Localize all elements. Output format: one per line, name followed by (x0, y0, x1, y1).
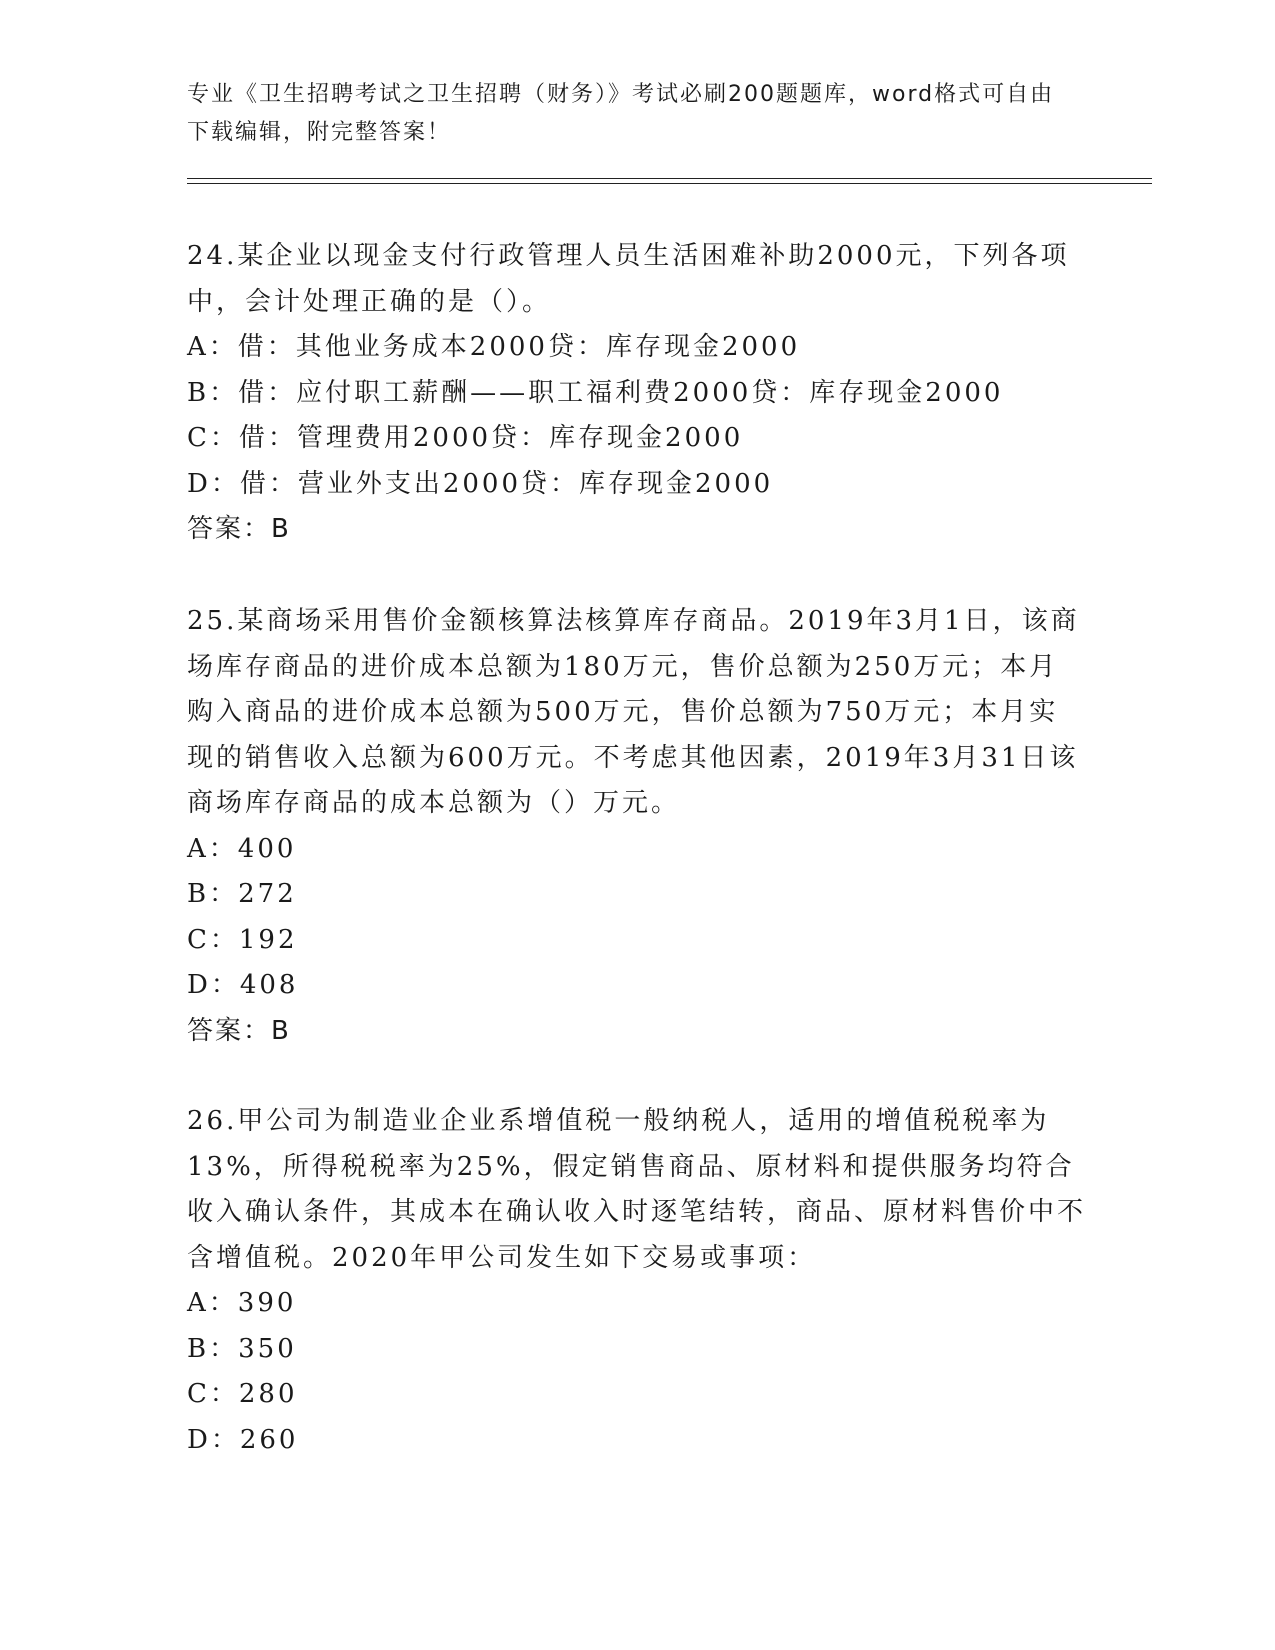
question-text: 24.某企业以现金支付行政管理人员生活困难补助2000元，下列各项中，会计处理正确的是（）。 (187, 241, 1070, 317)
option-b: B：借：应付职工薪酬——职工福利费2000贷：库存现金2000 (187, 377, 1004, 408)
option-list (187, 325, 1087, 507)
document-header: 专业《卫生招聘考试之卫生招聘（财务）》考试必刷200题题库，word格式可自由下载编辑，附完整答案！ (187, 82, 1055, 145)
option-d: D：260 (187, 1424, 299, 1455)
answer: 答案：B (187, 514, 291, 544)
option-c: C：280 (187, 1379, 298, 1409)
option-a: A：400 (187, 833, 297, 864)
header-rule-bottom (187, 183, 1152, 184)
option-c: C：借：管理费用2000贷：库存现金2000 (187, 423, 744, 453)
question-26 (187, 1099, 1087, 1463)
option-list (187, 1281, 1087, 1463)
option-d: D：借：营业外支出2000贷：库存现金2000 (187, 468, 774, 499)
option-b: B：272 (187, 879, 297, 909)
option-a: A：借：其他业务成本2000贷：库存现金2000 (187, 332, 801, 362)
question-24 (187, 234, 1087, 553)
option-a: A：390 (187, 1288, 297, 1318)
question-25 (187, 599, 1087, 1054)
header-rule-top (187, 178, 1152, 179)
option-list (187, 827, 1087, 1009)
question-text: 26.甲公司为制造业企业系增值税一般纳税人，适用的增值税税率为13%，所得税税率为25%，假定销售商品、原材料和提供服务均符合收入确认条件，其成本在确认收入时逐笔结转，商品、原材料售价中不含增值税。2020年甲公司发生如下交易或事项： (187, 1106, 1087, 1273)
option-d: D：408 (187, 970, 299, 1000)
question-text: 25.某商场采用售价金额核算法核算库存商品。2019年3月1日，该商场库存商品的进价成本总额为180万元，售价总额为250万元；本月购入商品的进价成本总额为500万元，售价总额为750万元；本月实现的销售收入总额为600万元。不考虑其他因素，2019年3月31日该商场库存商品的成本总额为（）万元。 (187, 606, 1080, 818)
option-b: B：350 (187, 1333, 297, 1364)
answer: 答案：B (187, 1015, 291, 1046)
option-c: C：192 (187, 924, 298, 955)
